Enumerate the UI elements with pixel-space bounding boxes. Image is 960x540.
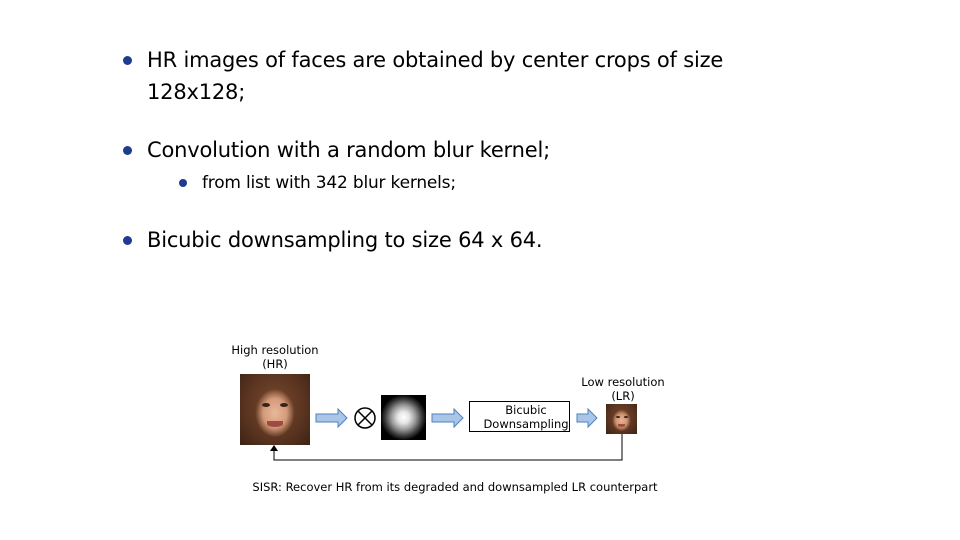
box-line1: Bicubic	[505, 403, 547, 417]
arrow-box-to-lr	[577, 409, 597, 427]
bullet-text-line1: HR images of faces are obtained by center crops of size	[147, 48, 724, 72]
lr-face-image	[606, 404, 637, 434]
feedback-line	[274, 434, 622, 460]
feedback-arrow-head	[270, 445, 278, 451]
bicubic-downsampling-box	[469, 401, 570, 432]
hr-label-line1: High resolution	[231, 343, 319, 357]
lr-label-line2: (LR)	[611, 389, 635, 403]
face-eye	[624, 416, 628, 418]
hr-label-line2: (HR)	[262, 357, 288, 371]
bullet-text: Bicubic downsampling to size 64 x 64.	[147, 228, 543, 252]
sub-bullet-text: from list with 342 blur kernels;	[202, 173, 456, 193]
face-eye	[616, 416, 620, 418]
box-line2: Downsampling	[483, 417, 569, 431]
bullet-text-line2: 128x128;	[147, 80, 246, 104]
arrow-kernel-to-box	[432, 409, 463, 427]
lr-label	[578, 375, 668, 403]
blur-kernel-image	[381, 395, 426, 440]
face-mouth	[618, 424, 625, 427]
bicubic-box-text	[478, 403, 574, 431]
diagram-caption: SISR: Recover HR from its degraded and downsampled LR counterpart	[252, 480, 658, 494]
arrow-hr-to-conv	[316, 409, 347, 427]
bullet-text: Convolution with a random blur kernel;	[147, 138, 550, 162]
lr-label-line1: Low resolution	[581, 375, 665, 389]
